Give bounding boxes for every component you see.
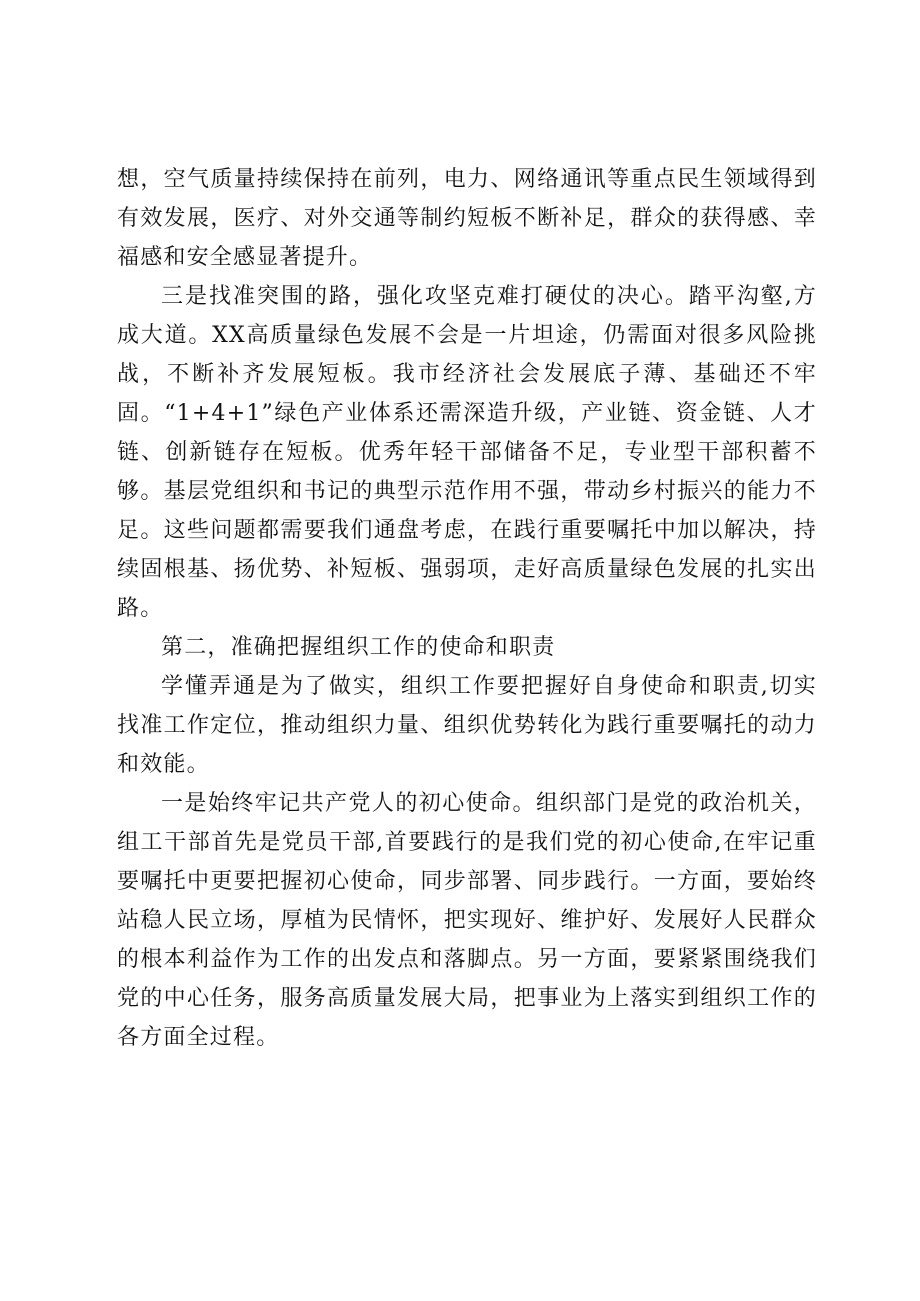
paragraph-continued: 想，空气质量持续保持在前列，电力、网络通讯等重点民生领域得到有效发展，医疗、对外交通等制约短板不断补足，群众的获得感、幸福感和安全感显著提升。 <box>117 167 817 270</box>
paragraph-original-aspiration: 一是始终牢记共产党人的初心使命。组织部门是党的政治机关，组工干部首先是党员干部,首要践行的是我们党的初心使命,在牢记重要嘱托中更要把握初心使命，同步部署、同步践行。一方面，要始终站稳人民立场，厚植为民情怀，把实现好、维护好、发展好人民群众的根本利益作为工作的出发点和落脚点。另一方面，要紧紧围绕我们党的中心任务，服务高质量发展大局，把事业为上落实到组织工作的各方面全过程。 <box>117 791 817 1050</box>
paragraph-breakthrough: 三是找准突围的路，强化攻坚克难打硬仗的决心。踏平沟壑,方成大道。XX高质量绿色发展不会是一片坦途，仍需面对很多风险挑战，不断补齐发展短板。我市经济社会发展底子薄、基础还不牢固。“1+4+1”绿色产业体系还需深造升级，产业链、资金链、人才链、创新链存在短板。优秀年轻干部储备不足，专业型干部积蓄不够。基层党组织和书记的典型示范作用不强，带动乡村振兴的能力不足。这些问题都需要我们通盘考虑，在践行重要嘱托中加以解决，持续固根基、扬优势、补短板、强弱项，走好高质量绿色发展的扎实出路。 <box>117 284 817 621</box>
document-body <box>117 160 817 1057</box>
section-heading-second: 第二，准确把握组织工作的使命和职责 <box>161 635 556 660</box>
paragraph-mission-intro: 学懂弄通是为了做实，组织工作要把握好自身使命和职责,切实找准工作定位，推动组织力量、组织优势转化为践行重要嘱托的动力和效能。 <box>117 674 817 777</box>
